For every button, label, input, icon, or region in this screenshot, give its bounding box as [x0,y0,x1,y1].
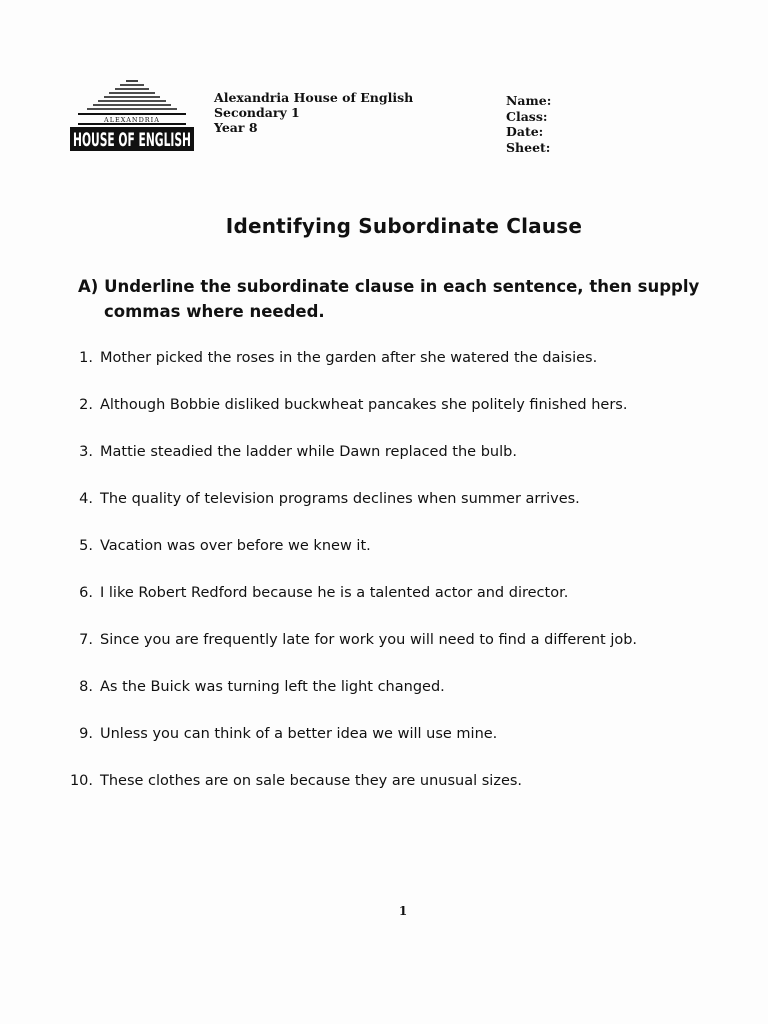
sentence-number: 1. [79,350,93,366]
logo-top-text: ALEXANDRIA [104,116,160,124]
date-field-label: Date: [506,124,544,139]
sentence-item [0,491,768,538]
worksheet-title: Identifying Subordinate Clause [225,214,583,238]
school-name: Alexandria House of English [214,90,414,105]
sentence-text: Vacation was over before we knew it. [100,538,371,554]
sentence-text: I like Robert Redford because he is a talented actor and director. [100,585,569,601]
sentence-number: 10. [69,773,93,789]
class-field-label: Class: [506,108,548,124]
sentence-text: Since you are frequently late for work you will need to find a different job. [100,632,638,648]
sentence-item [0,585,768,632]
sentence-item [0,679,768,726]
sentence-text: The quality of television programs declines when summer arrives. [100,491,580,507]
school-info [214,90,413,135]
instruction-line-2: commas where needed. [104,302,325,321]
sentence-item [0,773,768,820]
sentence-item [0,538,768,585]
sentence-text: As the Buick was turning left the light changed. [100,679,445,695]
sentence-list [0,350,768,820]
instruction-line-1: Underline the subordinate clause in each sentence, then supply [104,277,700,296]
page-number: 1 [398,904,408,918]
sentence-text: Unless you can think of a better idea we will use mine. [100,726,498,742]
sentence-number: 2. [79,397,93,413]
sentence-number: 3. [79,444,93,460]
sentence-item [0,726,768,773]
sentence-text: These clothes are on sale because they are unusual sizes. [100,773,523,789]
school-year: Year 8 [214,120,258,135]
sentence-item [0,350,768,397]
sentence-number: 8. [79,679,93,695]
sentence-text: Mattie steadied the ladder while Dawn replaced the bulb. [100,444,517,460]
sentence-text: Mother picked the roses in the garden after she watered the daisies. [100,350,598,366]
sentence-number: 7. [79,632,93,648]
sentence-item [0,444,768,491]
sentence-number: 9. [79,726,93,742]
instruction [78,274,738,324]
sheet-field-label: Sheet: [506,139,551,155]
sentence-number: 5. [79,538,93,554]
student-fields [506,93,551,155]
sentence-number: 6. [79,585,93,601]
instruction-marker: A) [78,277,99,296]
sentence-item [0,632,768,679]
sentence-text: Although Bobbie disliked buckwheat pancakes she politely finished hers. [100,397,628,413]
logo-bottom-text: HOUSE OF ENGLISH [73,129,191,151]
house-of-english-logo [70,78,194,152]
name-field-label: Name: [506,93,552,108]
sentence-item [0,397,768,444]
sentence-number: 4. [79,491,93,507]
grade-level: Secondary 1 [214,105,300,120]
